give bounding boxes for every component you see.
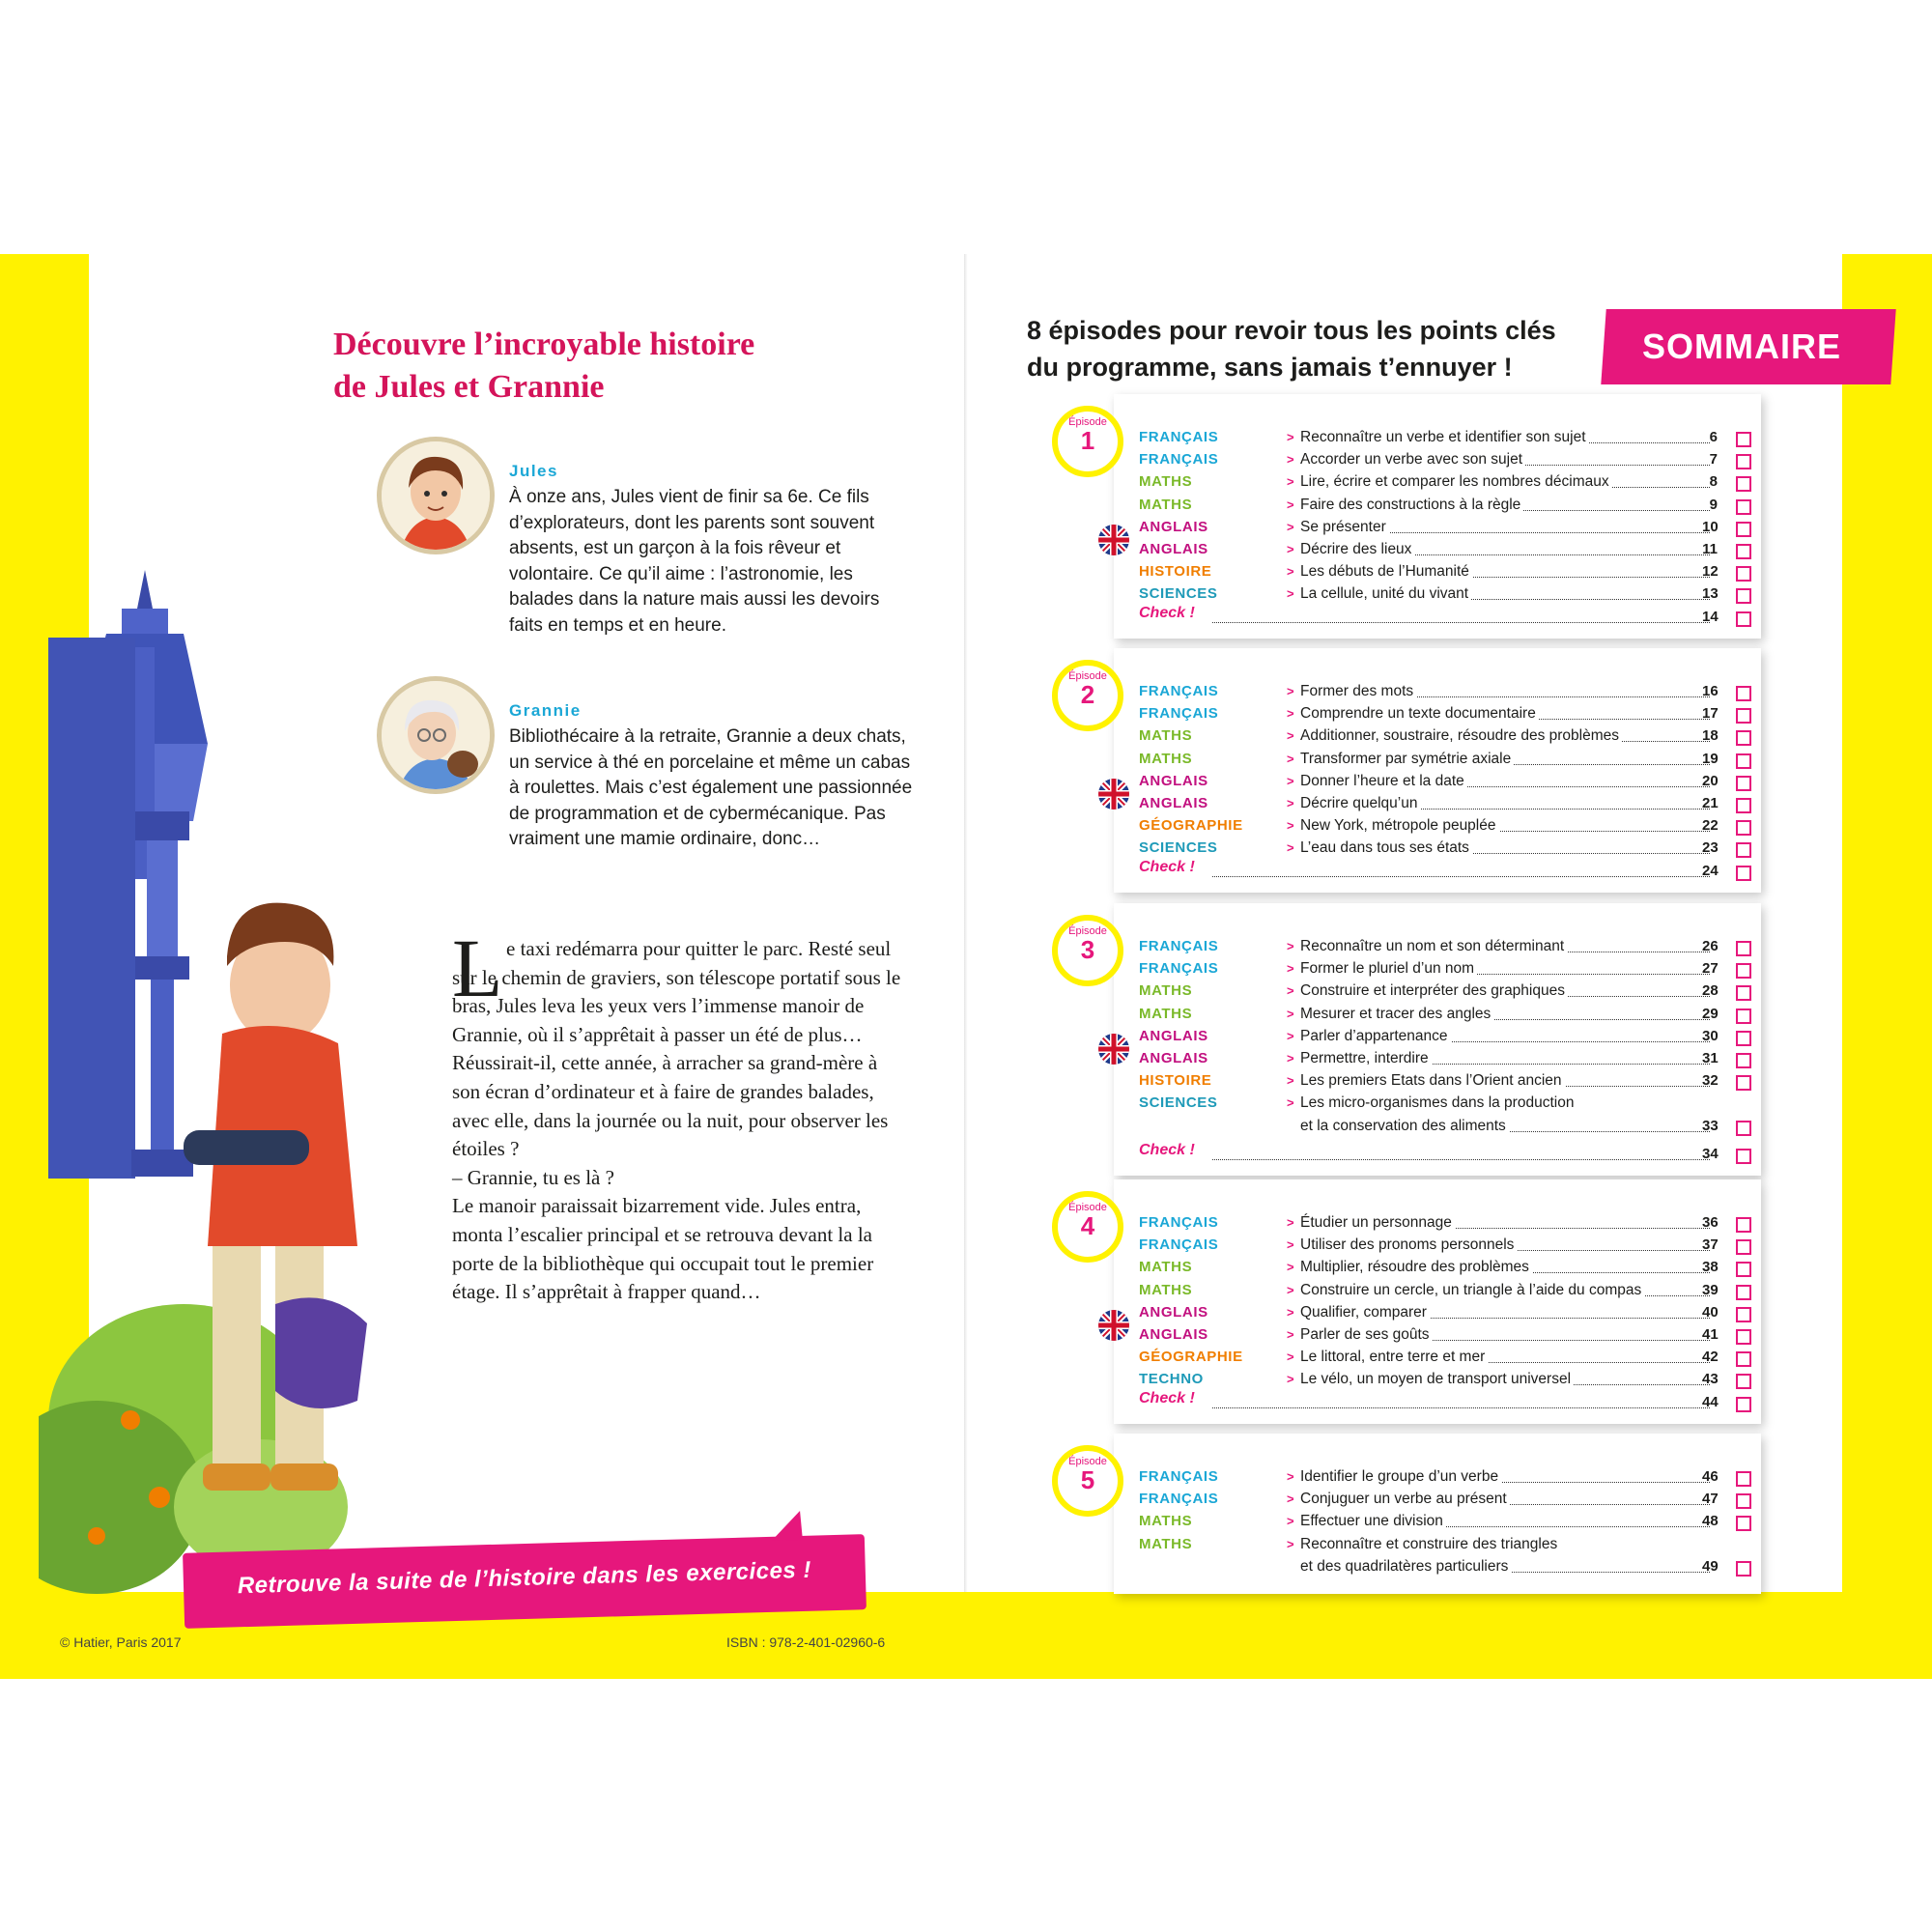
chevron-right-icon: > — [1287, 706, 1294, 722]
topic-label: Décrire des lieux — [1300, 541, 1414, 558]
page-number: 32 — [1702, 1072, 1719, 1090]
copyright: © Hatier, Paris 2017 — [60, 1634, 182, 1650]
progress-checkbox[interactable] — [1736, 544, 1751, 559]
progress-checkbox[interactable] — [1736, 941, 1751, 956]
subject-label: HISTOIRE — [1139, 563, 1212, 581]
topic-label: Construire un cercle, un triangle à l’aide du compas — [1300, 1282, 1644, 1299]
subject-label: MATHS — [1139, 1005, 1193, 1022]
episode-3-badge — [1052, 915, 1123, 986]
grannie-description: Bibliothécaire à la retraite, Grannie a deux chats, un service à thé en porcelaine et même un cabas à roulettes. Mais c’est également une passionnée de programmation et de cybermécanique. Pas vraiment une mamie ordinaire, donc… — [509, 726, 913, 849]
chevron-right-icon: > — [1287, 1073, 1294, 1089]
progress-checkbox[interactable] — [1736, 730, 1751, 746]
topic-label: Donner l’heure et la date — [1300, 773, 1467, 790]
chevron-right-icon: > — [1287, 1028, 1294, 1043]
sommaire-intro — [1027, 312, 1606, 385]
story-excerpt — [452, 922, 906, 1307]
progress-checkbox[interactable] — [1736, 1149, 1751, 1164]
topic-label: Lire, écrire et comparer les nombres décimaux — [1300, 473, 1612, 491]
chevron-right-icon: > — [1287, 586, 1294, 602]
episode-label: Épisode — [1068, 416, 1107, 428]
topic-label: Qualifier, comparer — [1300, 1304, 1430, 1321]
jules-portrait — [377, 437, 495, 554]
chevron-right-icon: > — [1287, 728, 1294, 744]
chevron-right-icon: > — [1287, 1304, 1294, 1320]
progress-checkbox[interactable] — [1736, 1217, 1751, 1233]
subject-label: HISTOIRE — [1139, 1072, 1212, 1090]
chevron-right-icon: > — [1287, 497, 1294, 512]
episode-5-badge — [1052, 1445, 1123, 1517]
book-spine — [964, 254, 970, 1592]
subject-label: MATHS — [1139, 727, 1193, 745]
progress-checkbox[interactable] — [1736, 866, 1751, 881]
intro-line2: du programme, sans jamais t’ennuyer ! — [1027, 353, 1513, 382]
suite-banner-text: Retrouve la suite de l’histoire dans les exercices ! — [237, 1556, 812, 1600]
dotted-leader — [1212, 609, 1710, 623]
episode-number: 3 — [1080, 935, 1095, 964]
progress-checkbox[interactable] — [1736, 1561, 1751, 1577]
page-number: 17 — [1702, 705, 1719, 723]
page-number: 10 — [1702, 518, 1719, 535]
subject-label: FRANÇAIS — [1139, 960, 1219, 978]
page-number: 34 — [1702, 1145, 1719, 1162]
page-number: 43 — [1702, 1371, 1719, 1388]
subject-label: ANGLAIS — [1139, 1050, 1208, 1066]
topic-label-continued: et la conservation des aliments — [1300, 1118, 1509, 1135]
chevron-right-icon: > — [1287, 1469, 1294, 1484]
subject-label: ANGLAIS — [1139, 518, 1208, 535]
grannie-name: Grannie — [509, 701, 582, 720]
subject-label: FRANÇAIS — [1139, 705, 1219, 723]
page-number: 24 — [1702, 862, 1719, 879]
grannie-face-icon — [382, 681, 490, 789]
topic-label: Identifier le groupe d’un verbe — [1300, 1468, 1501, 1486]
progress-checkbox[interactable] — [1736, 798, 1751, 813]
subject-label: SCIENCES — [1139, 585, 1218, 603]
chevron-right-icon: > — [1287, 1051, 1294, 1065]
subject-label: MATHS — [1139, 982, 1193, 1000]
subject-label: FRANÇAIS — [1139, 429, 1219, 445]
subject-label: SCIENCES — [1139, 1094, 1218, 1112]
topic-label: Accorder un verbe avec son sujet — [1300, 451, 1525, 469]
jules-name: Jules — [509, 462, 558, 480]
chevron-right-icon: > — [1287, 1095, 1294, 1111]
chevron-right-icon: > — [1287, 1260, 1294, 1275]
topic-label: Utiliser des pronoms personnels — [1300, 1236, 1517, 1254]
topic-label: New York, métropole peuplée — [1300, 817, 1499, 835]
dotted-leader — [1212, 1394, 1710, 1408]
topic-label: Faire des constructions à la règle — [1300, 497, 1523, 514]
progress-checkbox[interactable] — [1736, 963, 1751, 979]
progress-checkbox[interactable] — [1736, 820, 1751, 836]
dotted-leader — [1212, 1146, 1710, 1160]
subject-label: FRANÇAIS — [1139, 451, 1219, 469]
topic-label: Le littoral, entre terre et mer — [1300, 1349, 1488, 1366]
page-number: 29 — [1702, 1005, 1719, 1022]
dotted-leader — [1212, 863, 1710, 877]
progress-checkbox[interactable] — [1736, 985, 1751, 1001]
progress-checkbox[interactable] — [1736, 1075, 1751, 1091]
progress-checkbox[interactable] — [1736, 842, 1751, 858]
check-label: Check ! — [1139, 604, 1195, 621]
chevron-right-icon: > — [1287, 1282, 1294, 1297]
chevron-right-icon: > — [1287, 1237, 1294, 1253]
page-number: 7 — [1709, 451, 1718, 469]
chevron-right-icon: > — [1287, 840, 1294, 856]
manor-illustration — [39, 570, 435, 1594]
progress-checkbox[interactable] — [1736, 499, 1751, 515]
chevron-right-icon: > — [1287, 1215, 1294, 1230]
chevron-right-icon: > — [1287, 1372, 1294, 1387]
chevron-right-icon: > — [1287, 818, 1294, 834]
page-number: 33 — [1702, 1117, 1719, 1134]
chevron-right-icon: > — [1287, 939, 1294, 953]
topic-label: Étudier un personnage — [1300, 1214, 1455, 1232]
page-number: 30 — [1702, 1027, 1719, 1044]
chevron-right-icon: > — [1287, 1327, 1294, 1342]
topic-label: Additionner, soustraire, résoudre des problèmes — [1300, 727, 1622, 745]
episode-label: Épisode — [1068, 670, 1107, 682]
page-number: 46 — [1702, 1468, 1719, 1485]
subject-label: ANGLAIS — [1139, 1326, 1208, 1343]
topic-label: Reconnaître et construire des triangles — [1300, 1536, 1560, 1553]
isbn: ISBN : 978-2-401-02960-6 — [726, 1634, 886, 1650]
subject-label: ANGLAIS — [1139, 795, 1208, 811]
page-number: 31 — [1702, 1050, 1719, 1066]
episode-number: 2 — [1080, 680, 1095, 709]
page-number: 20 — [1702, 772, 1719, 789]
progress-checkbox[interactable] — [1736, 776, 1751, 791]
progress-checkbox[interactable] — [1736, 588, 1751, 604]
episode-2-badge — [1052, 660, 1123, 731]
page-number: 18 — [1702, 727, 1719, 745]
topic-label: Les micro-organismes dans la production — [1300, 1094, 1577, 1112]
page-number: 41 — [1702, 1326, 1719, 1343]
subject-label: GÉOGRAPHIE — [1139, 1349, 1243, 1366]
subject-label: MATHS — [1139, 496, 1193, 513]
page-number: 47 — [1702, 1491, 1719, 1508]
sommaire-heading: SOMMAIRE — [1642, 327, 1841, 366]
page-number: 21 — [1702, 795, 1719, 811]
page-number: 23 — [1702, 839, 1719, 857]
chevron-right-icon: > — [1287, 564, 1294, 580]
episode-number: 1 — [1080, 426, 1095, 455]
page-number: 44 — [1702, 1393, 1719, 1410]
topic-label: Les premiers Etats dans l’Orient ancien — [1300, 1072, 1565, 1090]
page-number: 48 — [1702, 1513, 1719, 1530]
chevron-right-icon: > — [1287, 684, 1294, 698]
jules-face-icon — [382, 441, 490, 550]
page-number: 9 — [1709, 496, 1718, 513]
page-number: 19 — [1702, 750, 1719, 767]
chevron-right-icon: > — [1287, 751, 1294, 766]
page-number: 13 — [1702, 585, 1719, 603]
page-number: 28 — [1702, 982, 1719, 1000]
topic-label: Reconnaître un verbe et identifier son sujet — [1300, 429, 1589, 446]
page-number: 40 — [1702, 1303, 1719, 1321]
progress-checkbox[interactable] — [1736, 1374, 1751, 1389]
speech-tail-icon — [771, 1511, 810, 1541]
subject-label: FRANÇAIS — [1139, 1214, 1219, 1231]
progress-checkbox[interactable] — [1736, 753, 1751, 769]
story-dropcap: L — [452, 922, 503, 1014]
progress-checkbox[interactable] — [1736, 1493, 1751, 1509]
topic-label: Transformer par symétrie axiale — [1300, 751, 1514, 768]
intro-line1: 8 épisodes pour revoir tous les points clés — [1027, 316, 1556, 345]
subject-label: GÉOGRAPHIE — [1139, 817, 1243, 835]
subject-label: FRANÇAIS — [1139, 1491, 1219, 1508]
story-title-line1: Découvre l’incroyable histoire — [333, 327, 755, 362]
episode-number: 5 — [1080, 1465, 1095, 1494]
check-label: Check ! — [1139, 1141, 1195, 1158]
subject-label: MATHS — [1139, 1535, 1193, 1552]
topic-label: Mesurer et tracer des angles — [1300, 1006, 1493, 1023]
topic-label: Le vélo, un moyen de transport universel — [1300, 1371, 1574, 1388]
page-number: 38 — [1702, 1259, 1719, 1276]
story-title-line2: de Jules et Grannie — [333, 369, 605, 405]
episode-4-badge — [1052, 1191, 1123, 1263]
page-number: 39 — [1702, 1281, 1719, 1298]
topic-label: Permettre, interdire — [1300, 1050, 1432, 1067]
topic-label: Multiplier, résoudre des problèmes — [1300, 1259, 1532, 1276]
page-number: 8 — [1709, 473, 1718, 491]
topic-label: Comprendre un texte documentaire — [1300, 705, 1539, 723]
topic-label: Parler d’appartenance — [1300, 1028, 1451, 1045]
episode-number: 4 — [1080, 1211, 1095, 1240]
progress-checkbox[interactable] — [1736, 1009, 1751, 1024]
subject-label: MATHS — [1139, 750, 1193, 767]
progress-checkbox[interactable] — [1736, 454, 1751, 469]
progress-checkbox[interactable] — [1736, 1285, 1751, 1300]
page-number: 6 — [1709, 429, 1718, 445]
page-number: 49 — [1702, 1557, 1719, 1575]
chevron-right-icon: > — [1287, 1492, 1294, 1507]
episode-label: Épisode — [1068, 1456, 1107, 1467]
subject-label: FRANÇAIS — [1139, 683, 1219, 699]
topic-label: Conjuguer un verbe au présent — [1300, 1491, 1510, 1508]
episode-label: Épisode — [1068, 925, 1107, 937]
topic-label-continued: et des quadrilatères particuliers — [1300, 1558, 1511, 1576]
progress-checkbox[interactable] — [1736, 1307, 1751, 1322]
page-number: 11 — [1702, 541, 1718, 557]
topic-label: Construire et interpréter des graphiques — [1300, 982, 1568, 1000]
story-title — [333, 324, 874, 409]
episode-label: Épisode — [1068, 1202, 1107, 1213]
subject-label: FRANÇAIS — [1139, 938, 1219, 954]
page-number: 14 — [1702, 608, 1719, 625]
topic-label: Reconnaître un nom et son déterminant — [1300, 938, 1567, 955]
topic-label: Former le pluriel d’un nom — [1300, 960, 1477, 978]
progress-checkbox[interactable] — [1736, 1397, 1751, 1412]
progress-checkbox[interactable] — [1736, 1471, 1751, 1487]
page-number: 42 — [1702, 1349, 1719, 1366]
page-number: 16 — [1702, 683, 1719, 699]
progress-checkbox[interactable] — [1736, 566, 1751, 582]
subject-label: ANGLAIS — [1139, 772, 1208, 789]
subject-label: MATHS — [1139, 473, 1193, 491]
topic-label: Parler de ses goûts — [1300, 1326, 1433, 1344]
chevron-right-icon: > — [1287, 961, 1294, 977]
topic-label: L’eau dans tous ses états — [1300, 839, 1472, 857]
progress-checkbox[interactable] — [1736, 1329, 1751, 1345]
subject-label: ANGLAIS — [1139, 541, 1208, 557]
subject-label: FRANÇAIS — [1139, 1236, 1219, 1254]
subject-label: ANGLAIS — [1139, 1027, 1208, 1044]
chevron-right-icon: > — [1287, 1536, 1294, 1551]
check-label: Check ! — [1139, 1389, 1195, 1406]
subject-label: MATHS — [1139, 1281, 1193, 1298]
chevron-right-icon: > — [1287, 1350, 1294, 1365]
progress-checkbox[interactable] — [1736, 522, 1751, 537]
episode-1-badge — [1052, 406, 1123, 477]
page-number: 22 — [1702, 817, 1719, 835]
progress-checkbox[interactable] — [1736, 1516, 1751, 1531]
topic-label: La cellule, unité du vivant — [1300, 585, 1471, 603]
progress-checkbox[interactable] — [1736, 611, 1751, 627]
subject-label: ANGLAIS — [1139, 1303, 1208, 1321]
subject-label: MATHS — [1139, 1259, 1193, 1276]
chevron-right-icon: > — [1287, 474, 1294, 490]
chevron-right-icon: > — [1287, 796, 1294, 810]
subject-label: SCIENCES — [1139, 839, 1218, 857]
jules-description: À onze ans, Jules vient de finir sa 6e. Ce fils d’explorateurs, dont les parents sont souvent absents, est un garçon à la fois rêveur et volontaire. Ce qu’il aime : l’astronomie, les balades dans la nature mais aussi les devoirs faits en temps et en heure. — [509, 487, 880, 636]
progress-checkbox[interactable] — [1736, 686, 1751, 701]
chevron-right-icon: > — [1287, 542, 1294, 556]
topic-label: Se présenter — [1300, 519, 1389, 536]
check-label: Check ! — [1139, 858, 1195, 875]
subject-label: MATHS — [1139, 1513, 1193, 1530]
chevron-right-icon: > — [1287, 773, 1294, 788]
progress-checkbox[interactable] — [1736, 1053, 1751, 1068]
page-number: 12 — [1702, 563, 1719, 581]
topic-label: Effectuer une division — [1300, 1513, 1446, 1530]
progress-checkbox[interactable] — [1736, 476, 1751, 492]
chevron-right-icon: > — [1287, 1006, 1294, 1021]
story-text: e taxi redémarra pour quitter le parc. Resté seul sur le chemin de graviers, son télescope portatif sous le bras, Jules leva les yeux vers l’immense manoir de Grannie, où il s’apprêtait à passer un été de plus… Réussirait-il, cette année, à arracher sa grand-mère à son écran d’ordinateur et à faire de grandes balades, avec elle, dans la journée ou la nuit, pour observer les étoiles ? – Grannie, tu es là ? Le manoir paraissait bizarrement vide. Jules entra, monta l’escalier principal et se retrouva devant la la porte de la bibliothèque qui occupait tout le premier étage. Il s’apprêtait à frapper quand… — [452, 937, 901, 1304]
progress-checkbox[interactable] — [1736, 708, 1751, 724]
progress-checkbox[interactable] — [1736, 1351, 1751, 1367]
page-number: 26 — [1702, 938, 1719, 954]
progress-checkbox[interactable] — [1736, 1262, 1751, 1277]
progress-checkbox[interactable] — [1736, 1239, 1751, 1255]
chevron-right-icon: > — [1287, 1514, 1294, 1529]
chevron-right-icon: > — [1287, 452, 1294, 468]
chevron-right-icon: > — [1287, 519, 1294, 534]
subject-label: TECHNO — [1139, 1371, 1204, 1388]
topic-label: Former des mots — [1300, 683, 1416, 700]
chevron-right-icon: > — [1287, 430, 1294, 444]
page-number: 37 — [1702, 1236, 1719, 1254]
progress-checkbox[interactable] — [1736, 1121, 1751, 1136]
page-number: 27 — [1702, 960, 1719, 978]
chevron-right-icon: > — [1287, 983, 1294, 999]
topic-label: Les débuts de l’Humanité — [1300, 563, 1472, 581]
page-number: 36 — [1702, 1214, 1719, 1231]
topic-label: Décrire quelqu’un — [1300, 795, 1421, 812]
grannie-portrait — [377, 676, 495, 794]
progress-checkbox[interactable] — [1736, 1031, 1751, 1046]
subject-label: FRANÇAIS — [1139, 1468, 1219, 1485]
progress-checkbox[interactable] — [1736, 432, 1751, 447]
